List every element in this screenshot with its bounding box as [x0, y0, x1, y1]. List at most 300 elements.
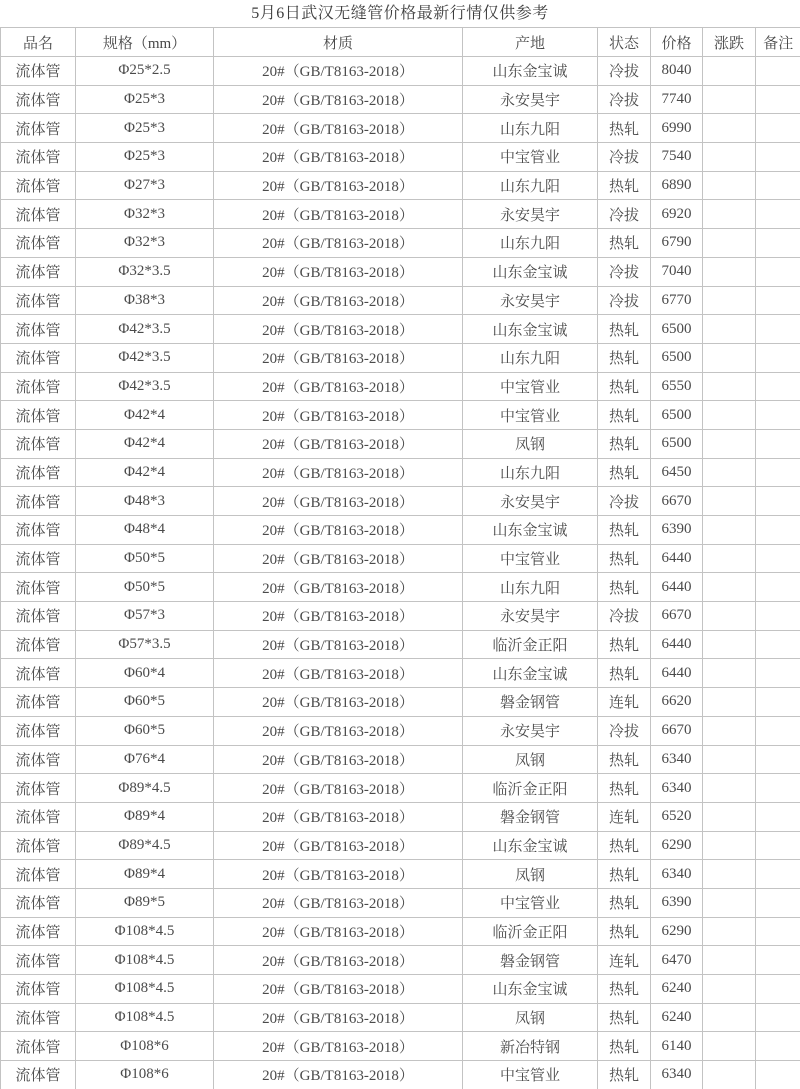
cell-change: [703, 630, 756, 659]
cell-name: 流体管: [1, 888, 76, 917]
cell-state: 冷拔: [598, 85, 651, 114]
cell-price: 6240: [651, 1003, 703, 1032]
table-row: [1, 1061, 800, 1089]
cell-origin: 山东金宝诚: [463, 659, 598, 688]
column-header-name: 品名: [1, 28, 76, 57]
cell-state: 热轧: [598, 975, 651, 1004]
cell-origin: 临沂金正阳: [463, 630, 598, 659]
cell-change: [703, 171, 756, 200]
cell-spec: Φ25*3: [76, 85, 214, 114]
cell-origin: 山东金宝诚: [463, 831, 598, 860]
cell-state: 热轧: [598, 888, 651, 917]
cell-state: 冷拔: [598, 257, 651, 286]
cell-origin: 凤钢: [463, 745, 598, 774]
cell-material: 20#（GB/T8163-2018）: [214, 257, 463, 286]
cell-price: 6670: [651, 602, 703, 631]
cell-material: 20#（GB/T8163-2018）: [214, 802, 463, 831]
cell-note: [756, 171, 800, 200]
cell-name: 流体管: [1, 516, 76, 545]
cell-material: 20#（GB/T8163-2018）: [214, 57, 463, 86]
cell-price: 6390: [651, 888, 703, 917]
table-row: [1, 688, 800, 717]
cell-spec: Φ42*4: [76, 429, 214, 458]
cell-price: 6790: [651, 229, 703, 258]
cell-price: 6990: [651, 114, 703, 143]
table-row: [1, 143, 800, 172]
column-header-note: 备注: [756, 28, 800, 57]
cell-note: [756, 659, 800, 688]
cell-change: [703, 659, 756, 688]
cell-note: [756, 1032, 800, 1061]
cell-state: 热轧: [598, 544, 651, 573]
cell-origin: 凤钢: [463, 860, 598, 889]
cell-state: 热轧: [598, 1061, 651, 1089]
cell-note: [756, 1061, 800, 1089]
cell-change: [703, 802, 756, 831]
cell-note: [756, 716, 800, 745]
cell-change: [703, 573, 756, 602]
cell-material: 20#（GB/T8163-2018）: [214, 429, 463, 458]
cell-state: 冷拔: [598, 143, 651, 172]
cell-material: 20#（GB/T8163-2018）: [214, 143, 463, 172]
cell-price: 7540: [651, 143, 703, 172]
cell-change: [703, 888, 756, 917]
cell-state: 热轧: [598, 659, 651, 688]
cell-price: 6440: [651, 573, 703, 602]
cell-change: [703, 774, 756, 803]
cell-note: [756, 401, 800, 430]
cell-note: [756, 573, 800, 602]
cell-spec: Φ89*4.5: [76, 831, 214, 860]
cell-price: 6670: [651, 716, 703, 745]
cell-origin: 凤钢: [463, 1003, 598, 1032]
cell-change: [703, 1003, 756, 1032]
cell-state: 热轧: [598, 917, 651, 946]
cell-material: 20#（GB/T8163-2018）: [214, 1003, 463, 1032]
cell-state: 热轧: [598, 429, 651, 458]
table-row: [1, 544, 800, 573]
cell-price: 6470: [651, 946, 703, 975]
cell-note: [756, 343, 800, 372]
cell-material: 20#（GB/T8163-2018）: [214, 458, 463, 487]
cell-note: [756, 516, 800, 545]
cell-state: 热轧: [598, 343, 651, 372]
column-header-origin: 产地: [463, 28, 598, 57]
cell-change: [703, 544, 756, 573]
header-row: [1, 28, 800, 57]
column-header-spec: 规格（mm）: [76, 28, 214, 57]
cell-material: 20#（GB/T8163-2018）: [214, 573, 463, 602]
cell-spec: Φ32*3: [76, 200, 214, 229]
cell-price: 7740: [651, 85, 703, 114]
cell-material: 20#（GB/T8163-2018）: [214, 688, 463, 717]
cell-material: 20#（GB/T8163-2018）: [214, 630, 463, 659]
cell-origin: 临沂金正阳: [463, 774, 598, 803]
cell-name: 流体管: [1, 343, 76, 372]
cell-note: [756, 602, 800, 631]
cell-name: 流体管: [1, 774, 76, 803]
cell-price: 6390: [651, 516, 703, 545]
cell-spec: Φ32*3: [76, 229, 214, 258]
cell-origin: 磐金钢管: [463, 688, 598, 717]
cell-origin: 山东金宝诚: [463, 315, 598, 344]
cell-name: 流体管: [1, 630, 76, 659]
table-body: [1, 57, 800, 1089]
cell-state: 热轧: [598, 114, 651, 143]
cell-name: 流体管: [1, 745, 76, 774]
cell-material: 20#（GB/T8163-2018）: [214, 1061, 463, 1089]
cell-material: 20#（GB/T8163-2018）: [214, 286, 463, 315]
cell-price: 6520: [651, 802, 703, 831]
cell-state: 热轧: [598, 229, 651, 258]
table-row: [1, 802, 800, 831]
cell-spec: Φ60*5: [76, 688, 214, 717]
cell-name: 流体管: [1, 429, 76, 458]
cell-state: 冷拔: [598, 57, 651, 86]
table-row: [1, 946, 800, 975]
table-row: [1, 860, 800, 889]
table-row: [1, 831, 800, 860]
cell-note: [756, 802, 800, 831]
cell-note: [756, 429, 800, 458]
table-row: [1, 630, 800, 659]
cell-note: [756, 975, 800, 1004]
cell-note: [756, 860, 800, 889]
cell-name: 流体管: [1, 573, 76, 602]
table-row: [1, 429, 800, 458]
cell-state: 热轧: [598, 860, 651, 889]
cell-spec: Φ89*4: [76, 860, 214, 889]
table-row: [1, 85, 800, 114]
cell-change: [703, 946, 756, 975]
cell-spec: Φ38*3: [76, 286, 214, 315]
cell-price: 6340: [651, 1061, 703, 1089]
cell-name: 流体管: [1, 143, 76, 172]
cell-spec: Φ42*4: [76, 458, 214, 487]
cell-change: [703, 114, 756, 143]
cell-name: 流体管: [1, 544, 76, 573]
cell-price: 6550: [651, 372, 703, 401]
table-row: [1, 171, 800, 200]
cell-change: [703, 688, 756, 717]
table-row: [1, 114, 800, 143]
cell-origin: 中宝管业: [463, 372, 598, 401]
column-header-state: 状态: [598, 28, 651, 57]
cell-change: [703, 860, 756, 889]
cell-origin: 山东金宝诚: [463, 516, 598, 545]
cell-note: [756, 57, 800, 86]
cell-price: 6500: [651, 429, 703, 458]
cell-spec: Φ89*4.5: [76, 774, 214, 803]
cell-note: [756, 917, 800, 946]
cell-name: 流体管: [1, 200, 76, 229]
cell-change: [703, 917, 756, 946]
cell-state: 热轧: [598, 831, 651, 860]
cell-change: [703, 286, 756, 315]
cell-price: 6340: [651, 860, 703, 889]
cell-spec: Φ50*5: [76, 573, 214, 602]
cell-note: [756, 143, 800, 172]
cell-name: 流体管: [1, 114, 76, 143]
cell-origin: 山东九阳: [463, 458, 598, 487]
table-row: [1, 286, 800, 315]
cell-price: 6670: [651, 487, 703, 516]
table-row: [1, 458, 800, 487]
cell-note: [756, 831, 800, 860]
table-row: [1, 774, 800, 803]
cell-name: 流体管: [1, 602, 76, 631]
table-row: [1, 401, 800, 430]
cell-spec: Φ108*4.5: [76, 1003, 214, 1032]
cell-material: 20#（GB/T8163-2018）: [214, 716, 463, 745]
cell-origin: 永安昊宇: [463, 286, 598, 315]
cell-origin: 山东九阳: [463, 343, 598, 372]
table-row: [1, 487, 800, 516]
cell-name: 流体管: [1, 917, 76, 946]
cell-origin: 磐金钢管: [463, 946, 598, 975]
cell-origin: 磐金钢管: [463, 802, 598, 831]
cell-spec: Φ25*3: [76, 143, 214, 172]
cell-origin: 永安昊宇: [463, 716, 598, 745]
cell-name: 流体管: [1, 659, 76, 688]
cell-price: 6770: [651, 286, 703, 315]
cell-state: 冷拔: [598, 286, 651, 315]
table-row: [1, 659, 800, 688]
cell-name: 流体管: [1, 688, 76, 717]
cell-state: 连轧: [598, 802, 651, 831]
cell-state: 热轧: [598, 516, 651, 545]
cell-price: 6500: [651, 315, 703, 344]
cell-material: 20#（GB/T8163-2018）: [214, 229, 463, 258]
cell-spec: Φ27*3: [76, 171, 214, 200]
cell-name: 流体管: [1, 1003, 76, 1032]
cell-change: [703, 401, 756, 430]
cell-spec: Φ60*5: [76, 716, 214, 745]
cell-name: 流体管: [1, 487, 76, 516]
cell-state: 热轧: [598, 573, 651, 602]
cell-change: [703, 143, 756, 172]
cell-spec: Φ108*6: [76, 1061, 214, 1089]
cell-state: 冷拔: [598, 200, 651, 229]
column-header-price: 价格: [651, 28, 703, 57]
cell-state: 热轧: [598, 171, 651, 200]
cell-origin: 山东九阳: [463, 573, 598, 602]
cell-change: [703, 975, 756, 1004]
cell-state: 热轧: [598, 745, 651, 774]
cell-material: 20#（GB/T8163-2018）: [214, 888, 463, 917]
cell-state: 热轧: [598, 458, 651, 487]
cell-note: [756, 745, 800, 774]
page-title: 5月6日武汉无缝管价格最新行情仅供参考: [251, 5, 549, 22]
cell-origin: 永安昊宇: [463, 602, 598, 631]
cell-note: [756, 315, 800, 344]
cell-note: [756, 114, 800, 143]
cell-note: [756, 774, 800, 803]
cell-state: 冷拔: [598, 716, 651, 745]
cell-change: [703, 315, 756, 344]
cell-material: 20#（GB/T8163-2018）: [214, 544, 463, 573]
cell-note: [756, 200, 800, 229]
cell-note: [756, 888, 800, 917]
cell-state: 连轧: [598, 946, 651, 975]
cell-name: 流体管: [1, 257, 76, 286]
cell-name: 流体管: [1, 946, 76, 975]
cell-change: [703, 831, 756, 860]
cell-material: 20#（GB/T8163-2018）: [214, 831, 463, 860]
table-row: [1, 1003, 800, 1032]
cell-material: 20#（GB/T8163-2018）: [214, 975, 463, 1004]
cell-spec: Φ108*6: [76, 1032, 214, 1061]
cell-material: 20#（GB/T8163-2018）: [214, 200, 463, 229]
cell-state: 冷拔: [598, 602, 651, 631]
cell-origin: 中宝管业: [463, 401, 598, 430]
cell-spec: Φ48*3: [76, 487, 214, 516]
cell-price: 8040: [651, 57, 703, 86]
cell-change: [703, 429, 756, 458]
cell-name: 流体管: [1, 85, 76, 114]
cell-note: [756, 286, 800, 315]
cell-note: [756, 257, 800, 286]
cell-price: 6440: [651, 544, 703, 573]
cell-origin: 中宝管业: [463, 1061, 598, 1089]
table-row: [1, 372, 800, 401]
cell-name: 流体管: [1, 831, 76, 860]
cell-state: 冷拔: [598, 487, 651, 516]
cell-note: [756, 487, 800, 516]
cell-change: [703, 229, 756, 258]
cell-material: 20#（GB/T8163-2018）: [214, 774, 463, 803]
cell-change: [703, 1061, 756, 1089]
cell-spec: Φ50*5: [76, 544, 214, 573]
cell-origin: 山东九阳: [463, 229, 598, 258]
cell-price: 6340: [651, 774, 703, 803]
cell-state: 热轧: [598, 1003, 651, 1032]
cell-state: 热轧: [598, 372, 651, 401]
cell-spec: Φ25*2.5: [76, 57, 214, 86]
cell-origin: 山东金宝诚: [463, 975, 598, 1004]
cell-price: 6240: [651, 975, 703, 1004]
cell-spec: Φ32*3.5: [76, 257, 214, 286]
cell-spec: Φ60*4: [76, 659, 214, 688]
cell-origin: 中宝管业: [463, 143, 598, 172]
cell-price: 6500: [651, 401, 703, 430]
cell-origin: 山东金宝诚: [463, 257, 598, 286]
table-row: [1, 975, 800, 1004]
cell-origin: 永安昊宇: [463, 487, 598, 516]
cell-spec: Φ108*4.5: [76, 946, 214, 975]
table-row: [1, 745, 800, 774]
cell-spec: Φ25*3: [76, 114, 214, 143]
table-row: [1, 229, 800, 258]
table-row: [1, 888, 800, 917]
cell-change: [703, 257, 756, 286]
cell-price: 6440: [651, 659, 703, 688]
column-header-material: 材质: [214, 28, 463, 57]
table-row: [1, 57, 800, 86]
cell-change: [703, 85, 756, 114]
cell-material: 20#（GB/T8163-2018）: [214, 114, 463, 143]
cell-spec: Φ57*3.5: [76, 630, 214, 659]
cell-origin: 山东九阳: [463, 114, 598, 143]
cell-name: 流体管: [1, 286, 76, 315]
cell-change: [703, 602, 756, 631]
cell-change: [703, 716, 756, 745]
cell-price: 6140: [651, 1032, 703, 1061]
cell-price: 6620: [651, 688, 703, 717]
cell-state: 连轧: [598, 688, 651, 717]
cell-note: [756, 946, 800, 975]
table-row: [1, 343, 800, 372]
cell-spec: Φ89*4: [76, 802, 214, 831]
cell-state: 热轧: [598, 315, 651, 344]
cell-change: [703, 372, 756, 401]
cell-material: 20#（GB/T8163-2018）: [214, 1032, 463, 1061]
cell-name: 流体管: [1, 860, 76, 889]
cell-price: 6920: [651, 200, 703, 229]
cell-origin: 永安昊宇: [463, 200, 598, 229]
cell-state: 热轧: [598, 630, 651, 659]
cell-origin: 中宝管业: [463, 888, 598, 917]
cell-spec: Φ48*4: [76, 516, 214, 545]
cell-name: 流体管: [1, 1032, 76, 1061]
cell-origin: 临沂金正阳: [463, 917, 598, 946]
cell-name: 流体管: [1, 401, 76, 430]
cell-origin: 中宝管业: [463, 544, 598, 573]
cell-material: 20#（GB/T8163-2018）: [214, 917, 463, 946]
cell-material: 20#（GB/T8163-2018）: [214, 315, 463, 344]
cell-state: 热轧: [598, 774, 651, 803]
cell-note: [756, 85, 800, 114]
cell-spec: Φ42*4: [76, 401, 214, 430]
cell-origin: 山东九阳: [463, 171, 598, 200]
cell-note: [756, 1003, 800, 1032]
table-row: [1, 917, 800, 946]
cell-name: 流体管: [1, 372, 76, 401]
cell-material: 20#（GB/T8163-2018）: [214, 372, 463, 401]
cell-note: [756, 229, 800, 258]
cell-name: 流体管: [1, 716, 76, 745]
table-row: [1, 516, 800, 545]
cell-origin: 新冶特钢: [463, 1032, 598, 1061]
cell-name: 流体管: [1, 315, 76, 344]
table-row: [1, 257, 800, 286]
cell-change: [703, 200, 756, 229]
cell-origin: 凤钢: [463, 429, 598, 458]
cell-note: [756, 688, 800, 717]
cell-price: 6340: [651, 745, 703, 774]
cell-spec: Φ108*4.5: [76, 975, 214, 1004]
cell-name: 流体管: [1, 458, 76, 487]
cell-name: 流体管: [1, 57, 76, 86]
cell-state: 热轧: [598, 1032, 651, 1061]
table-row: [1, 716, 800, 745]
cell-spec: Φ42*3.5: [76, 343, 214, 372]
cell-change: [703, 57, 756, 86]
cell-material: 20#（GB/T8163-2018）: [214, 343, 463, 372]
table-row: [1, 573, 800, 602]
cell-price: 6440: [651, 630, 703, 659]
cell-name: 流体管: [1, 171, 76, 200]
cell-spec: Φ76*4: [76, 745, 214, 774]
cell-origin: 山东金宝诚: [463, 57, 598, 86]
cell-change: [703, 458, 756, 487]
cell-material: 20#（GB/T8163-2018）: [214, 85, 463, 114]
price-table: [0, 27, 800, 1089]
cell-spec: Φ42*3.5: [76, 315, 214, 344]
cell-state: 热轧: [598, 401, 651, 430]
cell-material: 20#（GB/T8163-2018）: [214, 659, 463, 688]
cell-price: 7040: [651, 257, 703, 286]
